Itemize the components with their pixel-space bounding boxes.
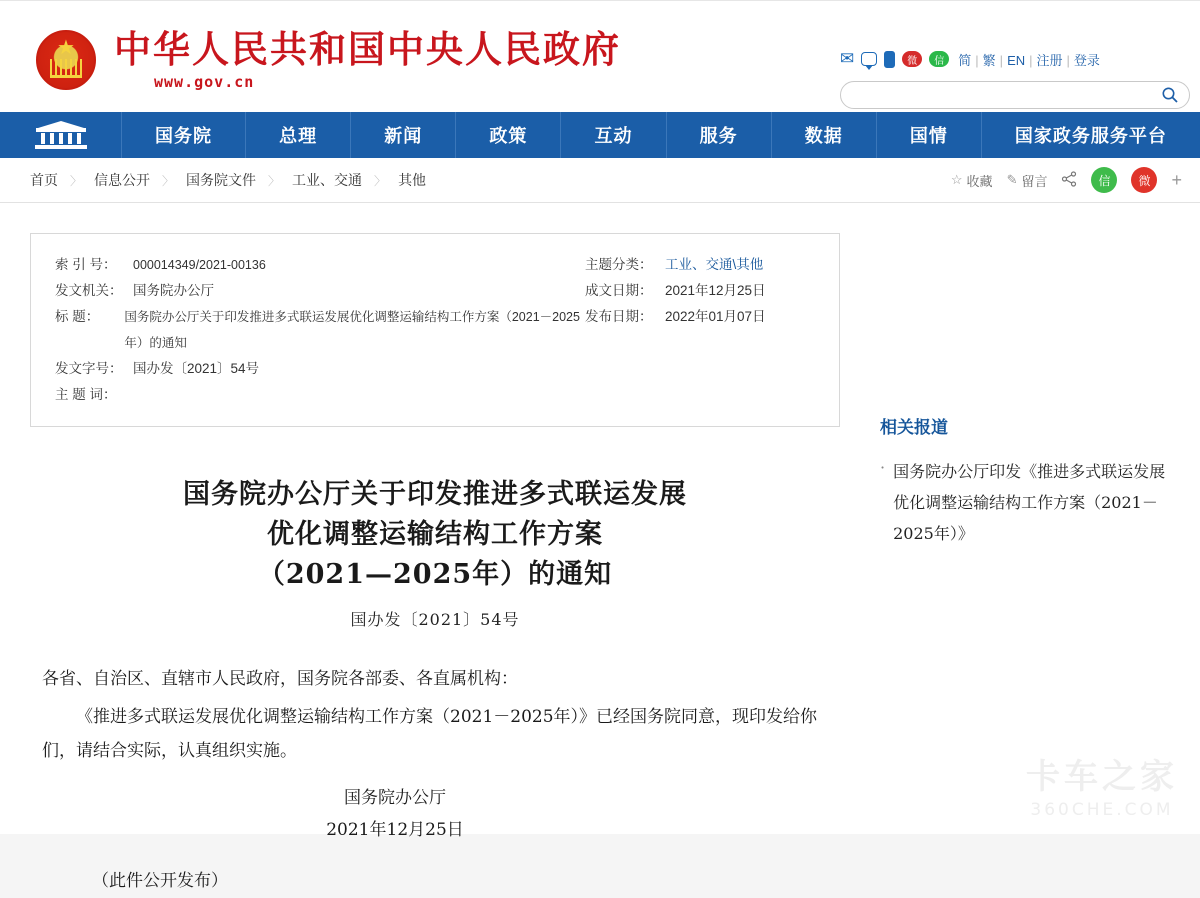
site-title: 中华人民共和国中央人民政府 [114,28,621,71]
breadcrumb-arrow-1: 〉 [70,173,83,188]
nav-item-zongli[interactable]: 总理 [246,112,351,158]
meta-row-category [585,252,815,278]
nav-item-government-service-platform[interactable]: 国家政务服务平台 [1014,126,1167,146]
breadcrumb-arrow-3: 〉 [268,173,281,188]
signature-org: 国务院办公厅 [344,788,446,808]
page-tools [951,167,1182,193]
bullet-icon: · [880,458,886,477]
meta-row-index [55,252,585,278]
header-utilities [840,49,1200,109]
document-closing: （此件公开发布） [92,871,228,891]
lang-simplified-link[interactable]: 简 [958,52,972,68]
meta-value-issuer: 国务院办公厅 [133,283,214,298]
nav-item-fuwu[interactable]: 服务 [667,112,772,158]
pencil-icon: ✎ [1006,172,1018,187]
breadcrumb-item-disclosure[interactable]: 信息公开 [94,172,151,188]
meta-value-docnumber: 国办发〔2021〕54号 [133,361,260,376]
breadcrumb-item-home[interactable]: 首页 [30,172,58,188]
title-line-2: 优化调整运输结构工作方案 [267,519,603,550]
meta-right-column [585,252,815,408]
nav-item-xinwen[interactable]: 新闻 [351,112,456,158]
search-icon[interactable] [1161,86,1179,104]
phone-icon[interactable] [884,51,895,68]
document-body [30,662,840,898]
more-share-button[interactable]: + [1171,169,1182,190]
speech-icon[interactable] [861,52,877,66]
share-wechat-button[interactable]: 信 [1091,167,1117,193]
document-number: 国办发〔2021〕54号 [350,610,520,629]
meta-key-publishdate: 发布日期： [585,309,653,324]
document-meta-table [30,233,840,427]
watermark [1026,749,1178,820]
breadcrumb-bar [0,158,1200,203]
meta-key-category: 主题分类： [585,257,653,272]
nav-item-guowuyuan[interactable]: 国务院 [122,112,246,158]
link-separator-1: | [975,52,979,68]
link-separator-3: | [1029,52,1033,68]
comment-label: 留言 [1021,173,1048,189]
watermark-line-2: 360CHE.COM [1030,800,1174,820]
lang-traditional-link[interactable]: 繁 [982,52,996,68]
document-column [30,233,840,898]
site-logo[interactable] [36,29,621,91]
signature-date: 2021年12月25日 [326,820,464,840]
favorite-button[interactable] [951,171,993,190]
meta-key-issuer: 发文机关： [55,283,123,298]
meta-row-publishdate [585,304,815,330]
title-line-1: 国务院办公厅关于印发推进多式联运发展 [183,479,687,510]
meta-value-index: 000014349/2021-00136 [133,258,266,272]
meta-key-docnumber: 发文字号： [55,361,123,376]
meta-value-category[interactable]: 工业、交通\其他 [665,257,764,272]
watermark-line-1: 卡车之家 [1026,757,1178,797]
meta-row-title [55,304,585,356]
meta-value-publishdate: 2022年01月07日 [665,309,766,324]
wechat-icon[interactable]: 信 [929,51,949,67]
breadcrumb-item-other[interactable]: 其他 [398,172,427,188]
meta-row-issuer [55,278,585,304]
related-list-item[interactable] [880,456,1170,549]
related-title: 相关报道 [880,418,948,438]
mail-icon[interactable]: ✉ [840,49,855,68]
paragraph-addressees: 各省、自治区、直辖市人民政府，国务院各部委、各直属机构： [42,669,518,689]
breadcrumb-item-industry-transport[interactable]: 工业、交通 [292,172,363,188]
share-weibo-button[interactable]: 微 [1131,167,1157,193]
meta-value-writtendate: 2021年12月25日 [665,283,766,298]
breadcrumb-item-documents[interactable]: 国务院文件 [186,172,257,188]
nav-item-hudong[interactable]: 互动 [561,112,666,158]
breadcrumb-arrow-4: 〉 [374,173,387,188]
breadcrumb [30,170,426,190]
nav-item-zhengce[interactable]: 政策 [456,112,561,158]
link-separator-2: | [999,52,1004,68]
weibo-icon[interactable]: 微 [902,51,922,67]
lang-english-link[interactable]: EN [1007,52,1026,68]
meta-value-title: 国务院办公厅关于印发推进多式联运发展优化调整运输结构工作方案（2021－2025年）的通知 [124,310,580,350]
meta-key-index: 索 引 号： [55,257,117,272]
search-input[interactable] [855,82,1155,108]
related-item-label: 国务院办公厅印发《推进多式联运发展优化调整运输结构工作方案（2021－2025年）》 [893,462,1166,543]
favorite-label: 收藏 [966,173,993,189]
title-line-3: （2021—2025年）的通知 [257,559,613,590]
login-link[interactable]: 登录 [1073,52,1100,68]
breadcrumb-arrow-2: 〉 [162,173,175,188]
comment-button[interactable] [1007,171,1048,190]
paragraph-main: 《推进多式联运发展优化调整运输结构工作方案（2021－2025年）》已经国务院同意，现印发给你们，请结合实际，认真组织实施。 [42,707,818,761]
register-link[interactable]: 注册 [1036,52,1063,68]
page-title [30,475,840,595]
site-url: www.gov.cn [154,73,255,91]
home-icon[interactable] [0,112,122,158]
site-header [0,0,1200,112]
nav-item-guoqing[interactable]: 国情 [877,112,982,158]
meta-key-writtendate: 成文日期： [585,283,653,298]
meta-left-column [55,252,585,408]
main-nav [0,112,1200,158]
meta-row-docnumber [55,356,585,382]
national-emblem-icon [36,30,96,90]
meta-row-writtendate [585,278,815,304]
page-content [0,203,1200,898]
meta-key-keywords: 主 题 词： [55,387,117,402]
link-separator-4: | [1066,52,1070,68]
star-icon: ☆ [950,172,963,187]
document-signature [42,782,828,846]
header-links [956,50,1102,69]
share-button[interactable] [1061,171,1077,190]
meta-key-title: 标 题： [55,309,100,324]
header-icon-row [840,49,1200,69]
meta-row-keywords [55,382,585,408]
nav-item-shuju[interactable]: 数据 [772,112,877,158]
share-icon [1061,171,1077,190]
search-box[interactable] [840,81,1190,109]
